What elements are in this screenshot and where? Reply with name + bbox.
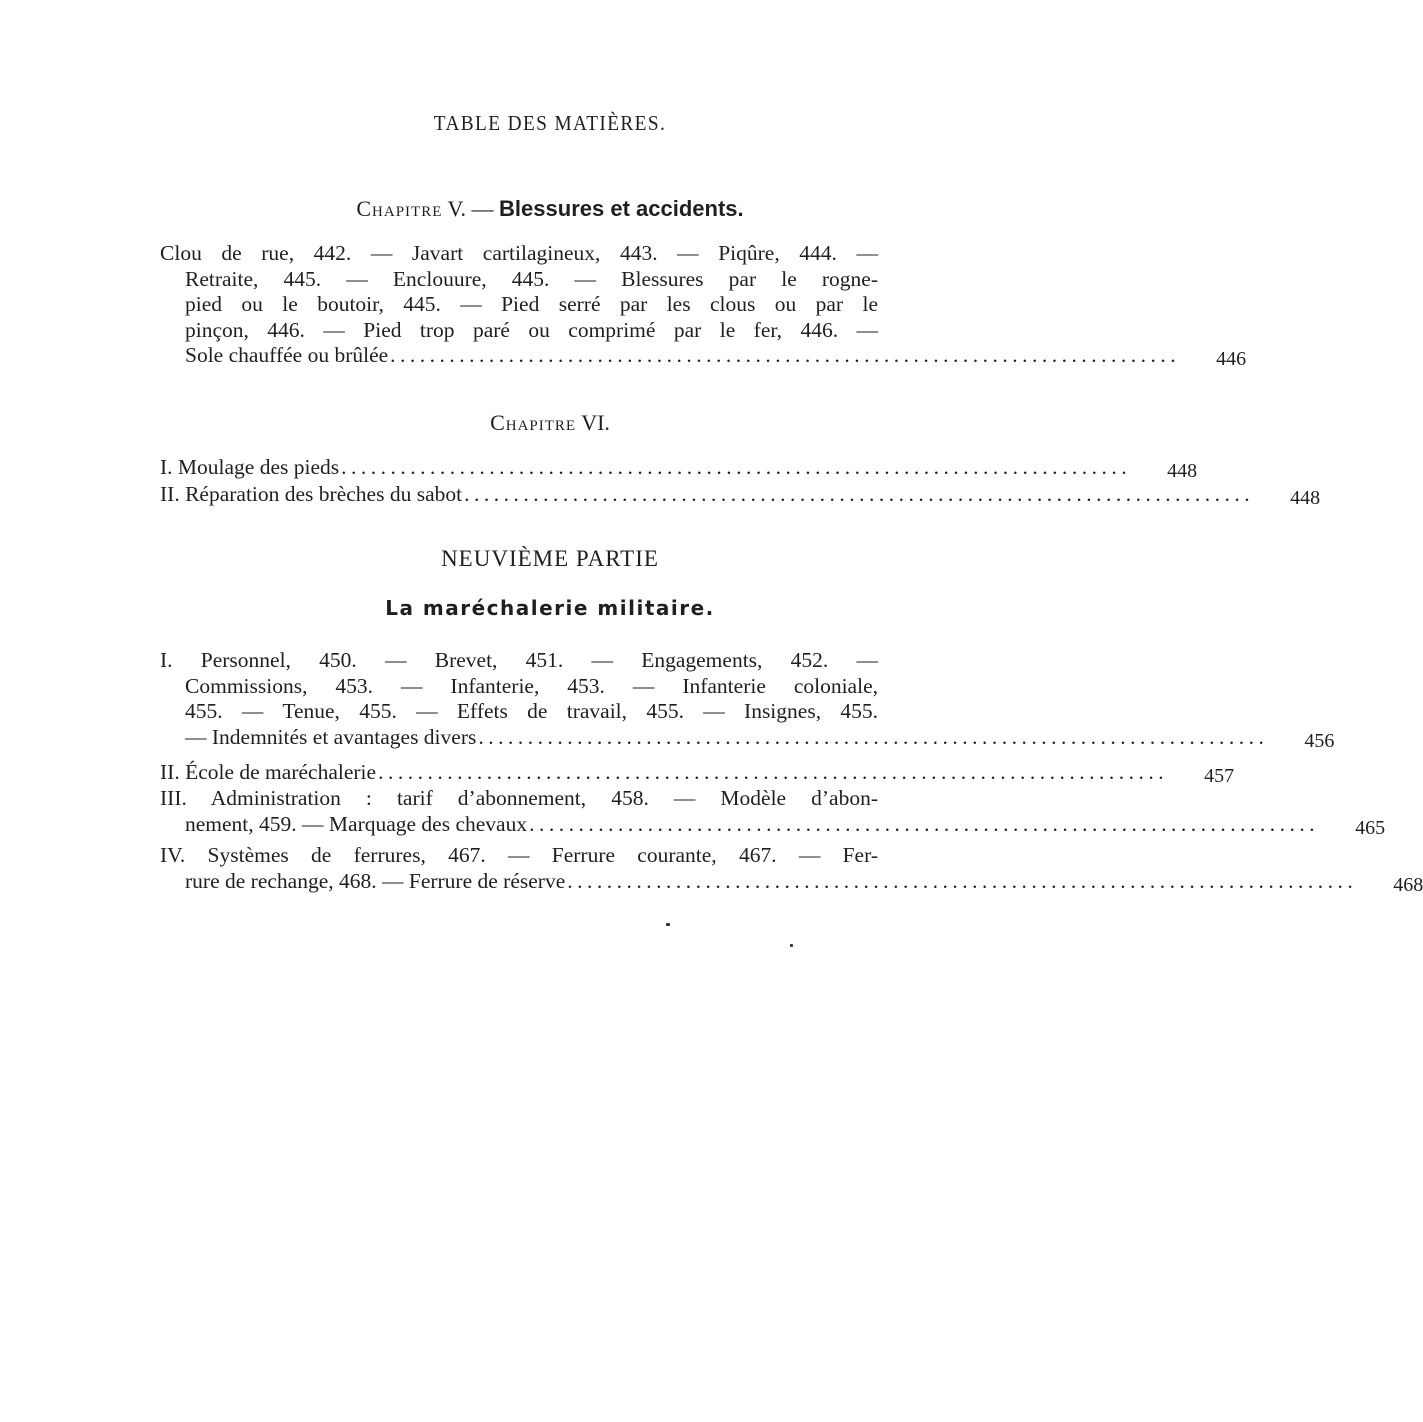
toc-entry-systemes — [160, 843, 1423, 896]
entry-line-last — [160, 482, 1321, 509]
entry-line — [160, 241, 878, 267]
entry-line-last — [160, 343, 1247, 370]
dot-leader: ................................................................................ — [464, 482, 1255, 506]
toc-entry-personnel — [160, 648, 1335, 752]
chapter-vi-heading — [0, 410, 1100, 436]
entry-line-last — [160, 455, 1198, 482]
part-subtitle: La maréchalerie militaire. — [385, 596, 715, 620]
dot-leader: ................................................................................ — [529, 811, 1320, 836]
scan-speck — [790, 944, 793, 947]
entry-line-text: rure de rechange, 468. — Ferrure de réserve — [185, 868, 566, 893]
chapter-v-title: Blessures et accidents. — [499, 196, 744, 221]
entry-line — [160, 648, 878, 674]
chapter-v-heading — [0, 196, 1100, 222]
toc-entry-moulage — [160, 455, 1198, 482]
page-number: 468 — [1393, 873, 1423, 896]
scan-speck — [666, 923, 670, 926]
dot-leader: ................................................................................ — [390, 343, 1181, 367]
chapter-vi-number: VI. — [581, 410, 610, 435]
entry-line-last — [160, 811, 1386, 839]
chapter-vi-label: Chapitre — [490, 410, 577, 435]
toc-entry-reparation — [160, 482, 1321, 509]
dot-leader: ................................................................................ — [567, 868, 1358, 893]
running-head: TABLE DES MATIÈRES. — [433, 111, 667, 135]
entry-line-last — [160, 868, 1423, 896]
entry-line — [160, 318, 878, 344]
entry-line — [160, 674, 878, 700]
entry-line-last — [160, 760, 1235, 787]
page-number: 457 — [1204, 765, 1235, 787]
entry-line — [160, 292, 878, 318]
page-number: 448 — [1290, 487, 1321, 509]
page-number: 446 — [1216, 348, 1247, 370]
entry-line-text: II. Réparation des brèches du sabot — [160, 482, 463, 506]
part-heading: NEUVIÈME PARTIE — [441, 546, 659, 571]
chapter-v-label: Chapitre — [356, 196, 443, 221]
entry-line-text: II. École de maréchalerie — [160, 760, 377, 784]
dot-leader: ................................................................................ — [378, 760, 1169, 784]
entry-line-text: pinçon, 446. — Pied trop paré ou comprimé par le fer, 446. — — [185, 317, 878, 342]
entry-line — [160, 267, 878, 293]
chapter-v-number: V. — — [447, 196, 494, 221]
entry-line-text: IV. Systèmes de ferrures, 467. — Ferrure courante, 467. — Fer- — [160, 843, 878, 867]
entry-line-text: I. Personnel, 450. — Brevet, 451. — Engagements, 452. — — [160, 648, 878, 672]
toc-entry-administration — [160, 786, 1386, 839]
entry-line — [160, 786, 878, 812]
toc-entry-chapter-v — [160, 241, 1247, 370]
page-number: 456 — [1304, 729, 1335, 752]
entry-line-text: 455. — Tenue, 455. — Effets de travail, 455. — Insignes, 455. — [185, 699, 878, 723]
dot-leader: ................................................................................ — [341, 455, 1132, 479]
entry-line-text: I. Moulage des pieds — [160, 455, 340, 479]
entry-line — [160, 843, 878, 869]
entry-line-text: nement, 459. — Marquage des chevaux — [185, 811, 528, 836]
entry-line — [160, 699, 878, 725]
toc-entry-ecole — [160, 760, 1235, 787]
entry-line-text: Sole chauffée ou brûlée — [185, 343, 389, 367]
entry-line-text: Retraite, 445. — Enclouure, 445. — Blessures par le rogne- — [185, 266, 878, 291]
entry-line-text: pied ou le boutoir, 445. — Pied serré par les clous ou par le — [185, 292, 878, 316]
entry-line-text: — Indemnités et avantages divers — [185, 724, 477, 749]
page-number: 448 — [1167, 460, 1198, 482]
entry-line-text: Clou de rue, 442. — Javart cartilagineux, 443. — Piqûre, 444. — — [160, 241, 878, 265]
entry-line-text: Commissions, 453. — Infanterie, 453. — Infanterie coloniale, — [185, 673, 878, 698]
entry-line-text: III. Administration : tarif d’abonnement, 458. — Modèle d’abon- — [160, 786, 878, 810]
page-number: 465 — [1355, 816, 1386, 839]
dot-leader: ................................................................................ — [478, 724, 1269, 749]
entry-line-last — [160, 724, 1335, 752]
